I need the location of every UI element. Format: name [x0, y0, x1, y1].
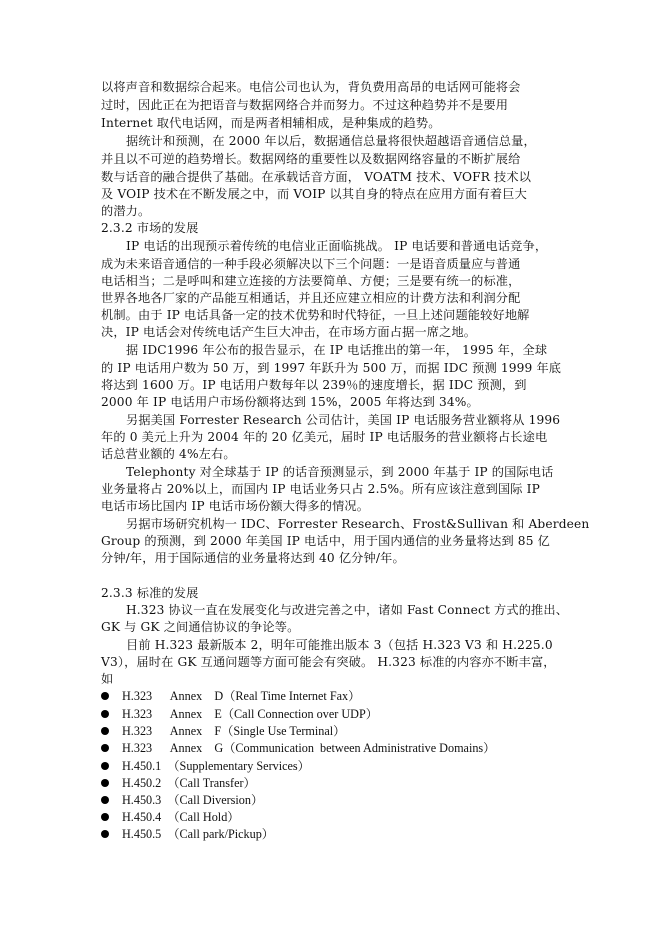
bullet-icon: [101, 727, 109, 735]
bullet-icon: [101, 813, 109, 821]
paragraph-line: 业务量将占 20%以上，而国内 IP 电话业务只占 2.5%。所有应该注意到国际 IP: [101, 482, 540, 496]
list-item-text: H.323 Annex E（Call Connection over UDP）: [122, 707, 378, 721]
paragraph-line: 如: [101, 672, 114, 686]
paragraph-line: 及 VOIP 技术在不断发展之中，而 VOIP 以其自身的特点在应用方面有着巨大: [101, 187, 527, 201]
bullet-icon: [101, 830, 109, 838]
list-item-text: H.450.4 （Call Hold）: [122, 810, 240, 824]
section-heading-2-3-2: 2.3.2 市场的发展: [101, 221, 199, 235]
bullet-icon: [101, 744, 109, 752]
bullet-icon: [101, 692, 109, 700]
paragraph-line: 据 IDC1996 年公布的报告显示，在 IP 电话推出的第一年， 1995 年，全球: [126, 343, 548, 357]
bullet-icon: [101, 710, 109, 718]
paragraph-line: V3），届时在 GK 互通问题等方面可能会有突破。 H.323 标准的内容亦不断丰富，: [101, 655, 556, 669]
paragraph-line: 的 IP 电话用户数为 50 万，到 1997 年跃升为 500 万，而据 IDC 预测 1999 年底: [101, 361, 562, 375]
list-item-text: H.323 Annex G（Communication between Administrative Domains）: [122, 741, 496, 755]
paragraph-line: IP 电话的出现预示着传统的电信业正面临挑战。 IP 电话要和普通电话竞争，: [126, 239, 548, 253]
paragraph-line: 过时，因此正在为把语音与数据网络合并而努力。不过这种趋势并不是要用: [101, 98, 509, 112]
paragraph-line: 数与话音的融合提供了基础。在承载话音方面， VOATM 技术、VOFR 技术以: [101, 170, 532, 184]
list-item-text: H.450.3 （Call Diversion）: [122, 793, 264, 807]
paragraph-line: 2000 年 IP 电话用户市场份额将达到 15%，2005 年将达到 34%。: [101, 395, 479, 409]
list-item-text: H.450.2 （Call Transfer）: [122, 776, 256, 790]
bullet-icon: [101, 779, 109, 787]
paragraph-line: 世界各地各厂家的产品能互相通话，并且还应建立相应的计费方法和利润分配: [101, 291, 521, 305]
paragraph-line: 并且以不可逆的趋势增长。数据网络的重要性以及数据网络容量的不断扩展给: [101, 152, 521, 166]
paragraph-line: 另据美国 Forrester Research 公司估计，美国 IP 电话服务营业额将从 1996: [126, 413, 561, 427]
paragraph-line: 决，IP 电话会对传统电话产生巨大冲击，在市场方面占据一席之地。: [101, 325, 477, 339]
paragraph-line: 以将声音和数据综合起来。电信公司也认为，背负费用高昂的电话网可能将会: [101, 80, 521, 94]
paragraph-line: 目前 H.323 最新版本 2，明年可能推出版本 3（包括 H.323 V3 和 H.225.0: [126, 638, 553, 652]
paragraph-line: Telephonty 对全球基于 IP 的话音预测显示，到 2000 年基于 IP 的国际电话: [126, 465, 554, 479]
paragraph-line: Group 的预测，到 2000 年美国 IP 电话中，用于国内通信的业务量将达到 85 亿: [101, 534, 550, 548]
list-item-text: H.450.1 （Supplementary Services）: [122, 759, 310, 773]
paragraph-line: 据统计和预测，在 2000 年以后，数据通信总量将很快超越语音通信总量，: [126, 134, 536, 148]
list-item-text: H.323 Annex F（Single Use Terminal）: [122, 724, 346, 738]
paragraph-line: 话总营业额的 4%左右。: [101, 447, 236, 461]
paragraph-line: 电话相当；二是呼叫和建立连接的方法要简单、方便；三是要有统一的标准，: [101, 274, 521, 288]
paragraph-line: H.323 协议一直在发展变化与改进完善之中，诸如 Fast Connect 方式的推出、: [126, 603, 569, 617]
paragraph-line: 电话市场比国内 IP 电话市场份额大得多的情况。: [101, 499, 370, 513]
paragraph-line: 年的 0 美元上升为 2004 年的 20 亿美元，届时 IP 电话服务的营业额将占长途电: [101, 430, 548, 444]
list-item-text: H.450.5 （Call park/Pickup）: [122, 827, 274, 841]
paragraph-line: 将达到 1600 万。IP 电话用户数每年以 239％的速度增长，据 IDC 预测，到: [101, 378, 527, 392]
paragraph-line: GK 与 GK 之间通信协议的争论等。: [101, 620, 300, 634]
bullet-icon: [101, 762, 109, 770]
paragraph-line: 的潜力。: [101, 204, 151, 218]
paragraph-line: 分钟/年，用于国际通信的业务量将达到 40 亿分钟/年。: [101, 551, 405, 565]
paragraph-line: 机制。由于 IP 电话具备一定的技术优势和时代特征，一旦上述问题能较好地解: [101, 308, 530, 322]
bullet-icon: [101, 796, 109, 804]
section-heading-2-3-3: 2.3.3 标准的发展: [101, 586, 199, 600]
paragraph-line: Internet 取代电话网，而是两者相辅相成，是种集成的趋势。: [101, 116, 441, 130]
paragraph-line: 另据市场研究机构一 IDC、Forrester Research、Frost&Sullivan 和 Aberdeen: [126, 517, 590, 531]
paragraph-line: 成为未来语音通信的一种手段必须解决以下三个问题：一是语音质量应与普通: [101, 257, 521, 271]
list-item-text: H.323 Annex D（Real Time Internet Fax）: [122, 689, 361, 703]
